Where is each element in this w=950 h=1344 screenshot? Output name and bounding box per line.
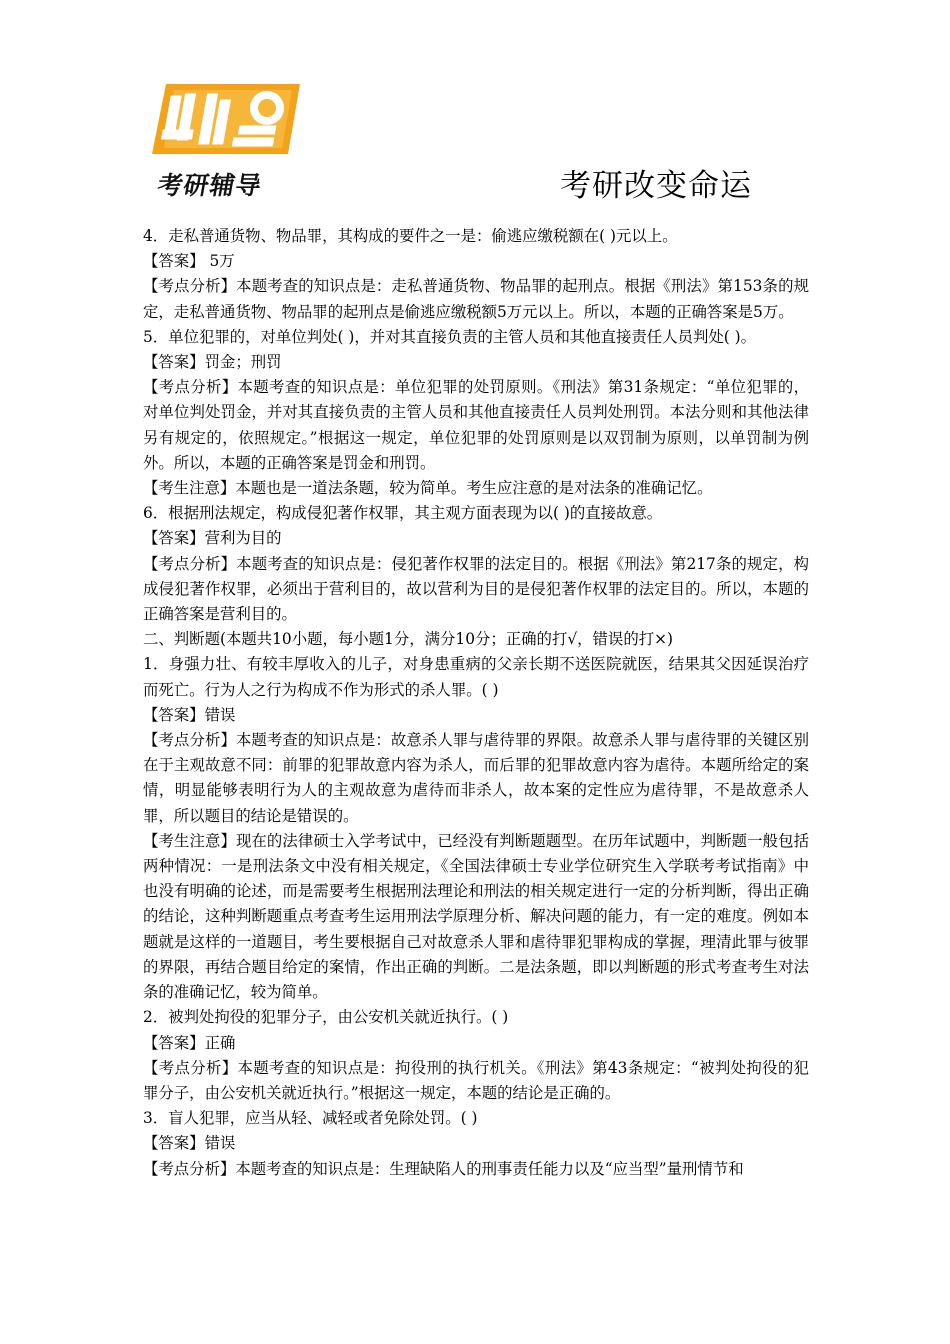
paragraph: 【考生注意】现在的法律硕士入学考试中，已经没有判断题题型。在历年试题中，判断题一般包括两种情况：一是刑法条文中没有相关规定，《全国法律硕士专业学位研究生入学联考考试指南》中也没有明确的论述，而是需要考生根据刑法理论和刑法的相关规定进行一定的分析判断，得出正确的结论，这种判断题重点考查考生运用刑法学原理分析、解决问题的能力，有一定的难度。例如本题就是这样的一道题目，考生要根据自己对故意杀人罪和虐待罪犯罪构成的掌握，理清此罪与彼罪的界限，再结合题目给定的案情，作出正确的判断。二是法条题，即以判断题的形式考查考生对法条的准确记忆，较为简单。 xyxy=(143,831,809,1002)
paragraph: 【考点分析】本题考查的知识点是：生理缺陷人的刑事责任能力以及“应当型”量刑情节和 xyxy=(143,1159,744,1178)
paragraph: 2．被判处拘役的犯罪分子，由公安机关就近执行。( ) xyxy=(143,1008,509,1027)
paragraph: 【答案】错误 xyxy=(143,705,236,724)
paragraph: 【答案】罚金；刑罚 xyxy=(143,353,282,372)
paragraph: 3．盲人犯罪，应当从轻、减轻或者免除处罚。( ) xyxy=(143,1109,478,1128)
paragraph: 1．身强力壮、有较丰厚收入的儿子，对身患重病的父亲长期不送医院就医，结果其父因延误治疗而死亡。行为人之行为构成不作为形式的杀人罪。( ) xyxy=(143,655,809,699)
paragraph: 5．单位犯罪的，对单位判处( )，并对其直接负责的主管人员和其他直接责任人员判处( )。 xyxy=(143,327,757,346)
paragraph: 【考点分析】本题考查的知识点是：故意杀人罪与虐待罪的界限。故意杀人罪与虐待罪的关键区别在于主观故意不同：前罪的犯罪故意内容为杀人，而后罪的犯罪故意内容为虐待。本题所给定的案情，明显能够表明行为人的主观故意为虐待而非杀人，故本案的定性应为虐待罪，不是故意杀人罪，所以题目的结论是错误的。 xyxy=(143,731,809,825)
document-body xyxy=(143,224,809,1182)
paragraph: 【考点分析】本题考查的知识点是：侵犯著作权罪的法定目的。根据《刑法》第217条的规定，构成侵犯著作权罪，必须出于营利目的，故以营利为目的是侵犯著作权罪的法定目的。所以，本题的正确答案是营利目的。 xyxy=(143,554,809,624)
paragraph: 【考点分析】本题考查的知识点是：单位犯罪的处罚原则。《刑法》第31条规定：“单位犯罪的，对单位判处罚金，并对其直接负责的主管人员和其他直接责任人员判处刑罚。本法分则和其他法律另有规定的，依照规定。”根据这一规定，单位犯罪的处罚原则是以双罚制为原则，以单罚制为例外。所以，本题的正确答案是罚金和刑罚。 xyxy=(143,378,809,472)
paragraph: 【答案】正确 xyxy=(143,1033,236,1052)
paragraph: 4．走私普通货物、物品罪，其构成的要件之一是：偷逃应缴税额在( )元以上。 xyxy=(143,227,678,245)
paragraph: 【考点分析】本题考查的知识点是：走私普通货物、物品罪的起刑点。根据《刑法》第153条的规定，走私普通货物、物品罪的起刑点是偷逃应缴税额5万元以上。所以，本题的正确答案是5万。 xyxy=(143,277,809,321)
paragraph: 【考点分析】本题考查的知识点是：拘役刑的执行机关。《刑法》第43条规定：“被判处拘役的犯罪分子，由公安机关就近执行。”根据这一规定，本题的结论是正确的。 xyxy=(143,1058,809,1102)
paragraph: 【答案】营利为目的 xyxy=(143,529,282,548)
paragraph: 二、判断题(本题共10小题，每小题1分，满分10分；正确的打√，错误的打×) xyxy=(143,630,674,649)
logo-mark xyxy=(152,80,300,158)
paragraph: 6．根据刑法规定，构成侵犯著作权罪，其主观方面表现为以( )的直接故意。 xyxy=(143,504,663,523)
paragraph: 【答案】错误 xyxy=(143,1134,236,1153)
logo-text: 考研辅导 xyxy=(155,171,265,200)
paragraph: 【考生注意】本题也是一道法条题，较为简单。考生应注意的是对法条的准确记忆。 xyxy=(143,479,713,498)
slogan: 考研改变命运 xyxy=(560,168,752,204)
brand-logo xyxy=(152,80,302,200)
paragraph: 【答案】 5万 xyxy=(143,252,235,271)
